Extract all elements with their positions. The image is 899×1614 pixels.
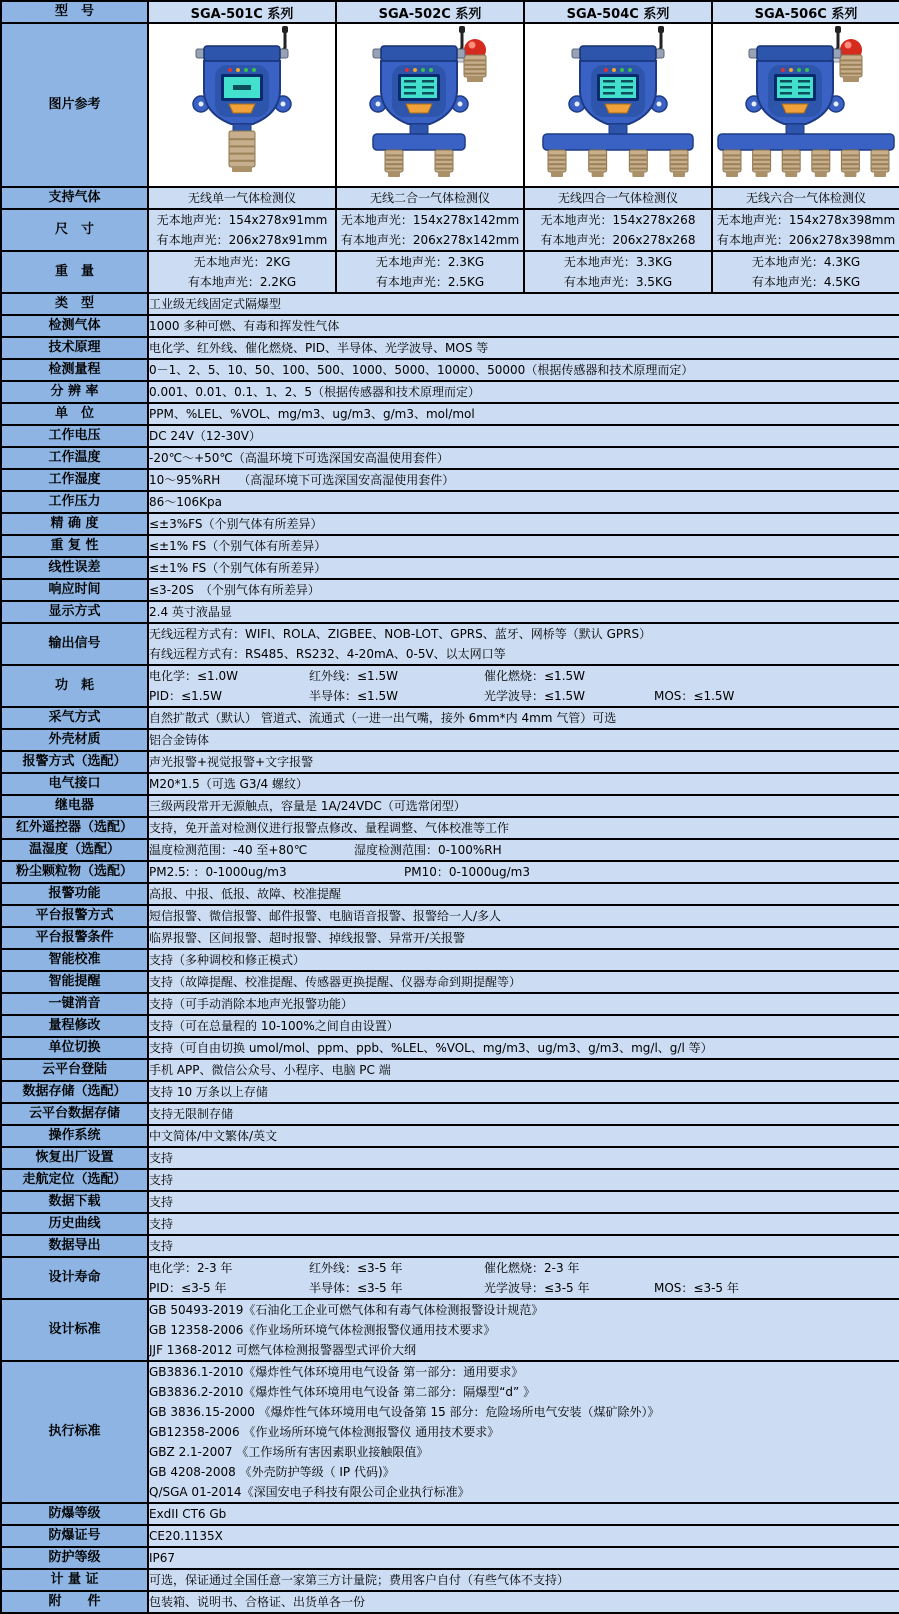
spec-row	[1, 665, 899, 707]
row-label: 数据导出	[1, 1235, 148, 1257]
alarm-beacon-icon	[464, 39, 486, 82]
row-value: 短信报警、微信报警、邮件报警、电脑语音报警、报警给一人/多人	[148, 905, 899, 927]
row-label: 功 耗	[1, 665, 148, 707]
row-value: -20℃～+50℃（高温环境下可选深国安高温使用套件）	[148, 447, 899, 469]
spec-row	[1, 707, 899, 729]
row-label: 设计标准	[1, 1299, 148, 1361]
spec-row	[1, 1213, 899, 1235]
spec-row	[1, 729, 899, 751]
sensor-cylinder	[670, 150, 688, 177]
keypad	[605, 104, 631, 113]
sensor-cylinder	[435, 150, 453, 177]
row-label: 检测气体	[1, 315, 148, 337]
spec-row	[1, 993, 899, 1015]
row-label: 响应时间	[1, 579, 148, 601]
spec-row	[1, 403, 899, 425]
row-value: GB 50493-2019《石油化工企业可燃气体和有毒气体检测报警设计规范》 GB 12358-2006《作业场所环境气体检测报警仪通用技术要求》 JJF 1368-2012 可燃气体检测报警器型式评价大纲	[148, 1299, 899, 1361]
spec-row	[1, 1569, 899, 1591]
spec-row	[1, 447, 899, 469]
compare-cell: 无本地声光：4.3KG 有本地声光：4.5KG	[712, 251, 899, 293]
row-value: 支持（可在总量程的 10-100%之间自由设置）	[148, 1015, 899, 1037]
spec-row	[1, 359, 899, 381]
gas-detector-illustration	[151, 24, 333, 182]
row-value: 支持无限制存储	[148, 1103, 899, 1125]
spec-row	[1, 1059, 899, 1081]
compare-cell: 无本地声光：2KG 有本地声光：2.2KG	[148, 251, 336, 293]
compare-cell: 无线二合一气体检测仪	[336, 187, 524, 209]
sensor-cylinder	[812, 150, 830, 177]
sensor-cylinder	[464, 55, 486, 82]
row-value: 工业级无线固定式隔爆型	[148, 293, 899, 315]
row-value: ExdII CT6 Gb	[148, 1503, 899, 1525]
row-value: PM2.5: ：0-1000ug/m3 PM10：0-1000ug/m3	[148, 861, 899, 883]
sensor-cylinder	[629, 150, 647, 177]
row-label: 工作湿度	[1, 469, 148, 491]
spec-row	[1, 1503, 899, 1525]
sensor-manifold	[718, 134, 894, 150]
row-value: 1000 多种可燃、有毒和挥发性气体	[148, 315, 899, 337]
sensor-cylinder	[229, 131, 255, 172]
row-value: CE20.1135X	[148, 1525, 899, 1547]
row-value: 温度检测范围：-40 至+80℃ 湿度检测范围：0-100%RH	[148, 839, 899, 861]
compare-row	[1, 187, 899, 209]
spec-row	[1, 491, 899, 513]
row-value: 临界报警、区间报警、超时报警、掉线报警、异常开/关报警	[148, 927, 899, 949]
spec-row	[1, 949, 899, 971]
row-value: DC 24V（12-30V）	[148, 425, 899, 447]
spec-row	[1, 623, 899, 665]
row-label: 防爆证号	[1, 1525, 148, 1547]
spec-row	[1, 883, 899, 905]
spec-row	[1, 315, 899, 337]
gas-detector-illustration	[339, 24, 521, 182]
sensor-cylinder	[871, 150, 889, 177]
row-label: 附 件	[1, 1591, 148, 1613]
compare-cell: 无本地声光：3.3KG 有本地声光：3.5KG	[524, 251, 712, 293]
row-value: 三级两段常开无源触点，容量是 1A/24VDC（可选常闭型）	[148, 795, 899, 817]
row-label: 精 确 度	[1, 513, 148, 535]
row-value: 2.4 英寸液晶显	[148, 601, 899, 623]
spec-row	[1, 839, 899, 861]
row-value: 支持	[148, 1191, 899, 1213]
sensor-cylinder	[548, 150, 566, 177]
row-label: 设计寿命	[1, 1257, 148, 1299]
spec-row	[1, 751, 899, 773]
row-label: 外壳材质	[1, 729, 148, 751]
model-name-sga-504c: SGA-504C 系列	[524, 1, 712, 23]
spec-row	[1, 1299, 899, 1361]
row-label: 类 型	[1, 293, 148, 315]
row-label: 走航定位（选配）	[1, 1169, 148, 1191]
row-label: 平台报警条件	[1, 927, 148, 949]
model-name-sga-506c: SGA-506C 系列	[712, 1, 899, 23]
compare-cell: 无本地声光：154x278x398mm 有本地声光：206x278x398mm	[712, 209, 899, 251]
compare-cell: 无线四合一气体检测仪	[524, 187, 712, 209]
spec-row	[1, 971, 899, 993]
row-label: 技术原理	[1, 337, 148, 359]
compare-cell: 无本地声光：154x278x142mm 有本地声光：206x278x142mm	[336, 209, 524, 251]
spec-row	[1, 1147, 899, 1169]
sensor-cylinder	[723, 150, 741, 177]
spec-row	[1, 601, 899, 623]
product-image-sga-501c	[151, 24, 333, 186]
product-image-sga-504c	[527, 24, 709, 186]
compare-cell: 无线六合一气体检测仪	[712, 187, 899, 209]
compare-row	[1, 209, 899, 251]
spec-row	[1, 1235, 899, 1257]
spec-row	[1, 1257, 899, 1299]
row-label: 数据存储（选配）	[1, 1081, 148, 1103]
spec-row	[1, 773, 899, 795]
sensor-cylinder	[841, 150, 859, 177]
keypad	[406, 104, 432, 113]
spec-row	[1, 1125, 899, 1147]
spec-row	[1, 469, 899, 491]
spec-row	[1, 1081, 899, 1103]
model-header-row	[1, 1, 899, 23]
row-value: 支持（可手动消除本地声光报警功能）	[148, 993, 899, 1015]
row-label: 防护等级	[1, 1547, 148, 1569]
row-label: 工作温度	[1, 447, 148, 469]
row-value: 铝合金铸体	[148, 729, 899, 751]
row-label: 温湿度（选配）	[1, 839, 148, 861]
row-value: GB3836.1-2010《爆炸性气体环境用电气设备 第一部分：通用要求》 GB3836.2-2010《爆炸性气体环境用电气设备 第二部分：隔爆型“d” 》 GB 3836.15-2000 《爆炸性气体环境用电气设备第 15 部分：危险场所电气安装（煤矿除外）》 GB12358-2006 《作业场所环境气体检测报警仪 通用技术要求》 GBZ 2.1-2007 《工作场所有害因素职业接触限值》 GB 4208-2008 《外壳防护等级（ IP 代码)》 Q/SGA 01-2014《深国安电子科技有限公司企业执行标准》	[148, 1361, 899, 1503]
row-label: 恢复出厂设置	[1, 1147, 148, 1169]
row-value: ≤3-20S （个别气体有所差异）	[148, 579, 899, 601]
spec-row	[1, 1169, 899, 1191]
row-value: 支持 10 万条以上存储	[148, 1081, 899, 1103]
row-label: 检测量程	[1, 359, 148, 381]
product-image-sga-506c	[715, 24, 897, 186]
spec-row	[1, 1547, 899, 1569]
row-label: 重 量	[1, 251, 148, 293]
row-value: 中文简体/中文繁体/英文	[148, 1125, 899, 1147]
row-value: 支持	[148, 1147, 899, 1169]
compare-row	[1, 251, 899, 293]
row-label: 历史曲线	[1, 1213, 148, 1235]
row-label: 工作电压	[1, 425, 148, 447]
compare-cell: 无本地声光：154x278x91mm 有本地声光：206x278x91mm	[148, 209, 336, 251]
row-label: 线性误差	[1, 557, 148, 579]
gas-detector-illustration	[715, 24, 897, 182]
row-label: 云平台数据存储	[1, 1103, 148, 1125]
sensor-cylinder	[589, 150, 607, 177]
spec-row	[1, 557, 899, 579]
row-value: PPM、%LEL、%VOL、mg/m3、ug/m3、g/m3、mol/mol	[148, 403, 899, 425]
row-value: 自然扩散式（默认） 管道式、流通式（一进一出气嘴，接外 6mm*内 4mm 气管）可选	[148, 707, 899, 729]
row-label: 智能校准	[1, 949, 148, 971]
row-label: 单位切换	[1, 1037, 148, 1059]
row-label: 防爆等级	[1, 1503, 148, 1525]
compare-cell: 无线单一气体检测仪	[148, 187, 336, 209]
spec-row	[1, 381, 899, 403]
sensor-cylinder	[753, 150, 771, 177]
alarm-beacon-icon	[840, 39, 862, 82]
row-value: IP67	[148, 1547, 899, 1569]
row-label: 显示方式	[1, 601, 148, 623]
spec-row	[1, 1037, 899, 1059]
spec-row	[1, 1191, 899, 1213]
row-value: 支持（多种调校和修正模式）	[148, 949, 899, 971]
row-label: 继电器	[1, 795, 148, 817]
spec-row	[1, 293, 899, 315]
sensor-cylinder	[782, 150, 800, 177]
row-value: 无线远程方式有：WIFI、ROLA、ZIGBEE、NOB-LOT、GPRS、蓝牙、网桥等（默认 GPRS） 有线远程方式有：RS485、RS232、4-20mA、0-5V、以太网口等	[148, 623, 899, 665]
row-value: 声光报警+视觉报警+文字报警	[148, 751, 899, 773]
row-label: 执行标准	[1, 1361, 148, 1503]
row-value: ≤±3%FS（个别气体有所差异）	[148, 513, 899, 535]
row-label-images: 图片参考	[1, 23, 148, 187]
spec-row	[1, 513, 899, 535]
row-value: 电化学：≤1.0W 红外线：≤1.5W 催化燃烧：≤1.5W PID：≤1.5W 半导体：≤1.5W 光学波导：≤1.5W MOS：≤1.5W	[148, 665, 899, 707]
gas-detector-illustration	[527, 24, 709, 182]
sensor-cylinder	[840, 55, 862, 82]
row-value: 86～106Kpa	[148, 491, 899, 513]
spec-row	[1, 337, 899, 359]
row-label: 粉尘颗粒物（选配）	[1, 861, 148, 883]
row-label: 分 辨 率	[1, 381, 148, 403]
row-value: M20*1.5（可选 G3/4 螺纹）	[148, 773, 899, 795]
spec-row	[1, 927, 899, 949]
row-value: 10～95%RH （高湿环境下可选深国安高湿使用套件）	[148, 469, 899, 491]
row-label: 工作压力	[1, 491, 148, 513]
row-label: 报警功能	[1, 883, 148, 905]
row-label: 红外遥控器（选配）	[1, 817, 148, 839]
row-label: 计 量 证	[1, 1569, 148, 1591]
image-row	[1, 23, 899, 187]
row-value: ≤±1% FS（个别气体有所差异）	[148, 535, 899, 557]
row-label: 云平台登陆	[1, 1059, 148, 1081]
row-value: 0－1、2、5、10、50、100、500、1000、5000、10000、50000（根据传感器和技术原理而定）	[148, 359, 899, 381]
model-name-sga-501c: SGA-501C 系列	[148, 1, 336, 23]
product-image-sga-502c	[339, 24, 521, 186]
row-label: 重 复 性	[1, 535, 148, 557]
row-label: 支持气体	[1, 187, 148, 209]
row-value: 支持	[148, 1213, 899, 1235]
compare-cell: 无本地声光：154x278x268 有本地声光：206x278x268	[524, 209, 712, 251]
row-label: 采气方式	[1, 707, 148, 729]
compare-cell: 无本地声光：2.3KG 有本地声光：2.5KG	[336, 251, 524, 293]
row-value: 电化学、红外线、催化燃烧、PID、半导体、光学波导、MOS 等	[148, 337, 899, 359]
row-label: 一键消音	[1, 993, 148, 1015]
row-label: 输出信号	[1, 623, 148, 665]
keypad	[229, 104, 255, 113]
row-label-model: 型 号	[1, 1, 148, 23]
sensor-manifold	[373, 134, 465, 150]
row-label: 数据下载	[1, 1191, 148, 1213]
sensor-manifold	[543, 134, 693, 150]
row-value: 手机 APP、微信公众号、小程序、电脑 PC 端	[148, 1059, 899, 1081]
row-value: 支持（故障提醒、校准提醒、传感器更换提醒、仪器寿命到期提醒等）	[148, 971, 899, 993]
spec-row	[1, 861, 899, 883]
spec-row	[1, 1361, 899, 1503]
row-value: 支持	[148, 1169, 899, 1191]
row-label: 量程修改	[1, 1015, 148, 1037]
row-value: ≤±1% FS（个别气体有所差异）	[148, 557, 899, 579]
row-value: 0.001、0.01、0.1、1、2、5（根据传感器和技术原理而定）	[148, 381, 899, 403]
sensor-cylinder	[385, 150, 403, 177]
row-value: 电化学：2-3 年 红外线：≤3-5 年 催化燃烧：2-3 年 PID：≤3-5 年 半导体：≤3-5 年 光学波导：≤3-5 年 MOS：≤3-5 年	[148, 1257, 899, 1299]
row-label: 尺 寸	[1, 209, 148, 251]
row-value: 高报、中报、低报、故障、校准提醒	[148, 883, 899, 905]
row-value: 支持，免开盖对检测仪进行报警点修改、量程调整、气体校准等工作	[148, 817, 899, 839]
spec-row	[1, 1103, 899, 1125]
spec-row	[1, 905, 899, 927]
spec-row	[1, 795, 899, 817]
row-value: 包装箱、说明书、合格证、出货单各一份	[148, 1591, 899, 1613]
row-label: 平台报警方式	[1, 905, 148, 927]
spec-row	[1, 579, 899, 601]
row-value: 支持（可自由切换 umol/mol、ppm、ppb、%LEL、%VOL、mg/m3、ug/m3、g/m3、mg/l、g/l 等）	[148, 1037, 899, 1059]
row-label: 报警方式（选配）	[1, 751, 148, 773]
spec-row	[1, 535, 899, 557]
row-label: 电气接口	[1, 773, 148, 795]
row-value: 支持	[148, 1235, 899, 1257]
row-label: 智能提醒	[1, 971, 148, 993]
spec-row	[1, 1015, 899, 1037]
row-label: 操作系统	[1, 1125, 148, 1147]
spec-row	[1, 1525, 899, 1547]
row-label: 单 位	[1, 403, 148, 425]
spec-row	[1, 817, 899, 839]
model-name-sga-502c: SGA-502C 系列	[336, 1, 524, 23]
spec-row	[1, 1591, 899, 1613]
keypad	[782, 104, 808, 113]
spec-row	[1, 425, 899, 447]
row-value: 可选，保证通过全国任意一家第三方计量院；费用客户自付（有些气体不支持）	[148, 1569, 899, 1591]
